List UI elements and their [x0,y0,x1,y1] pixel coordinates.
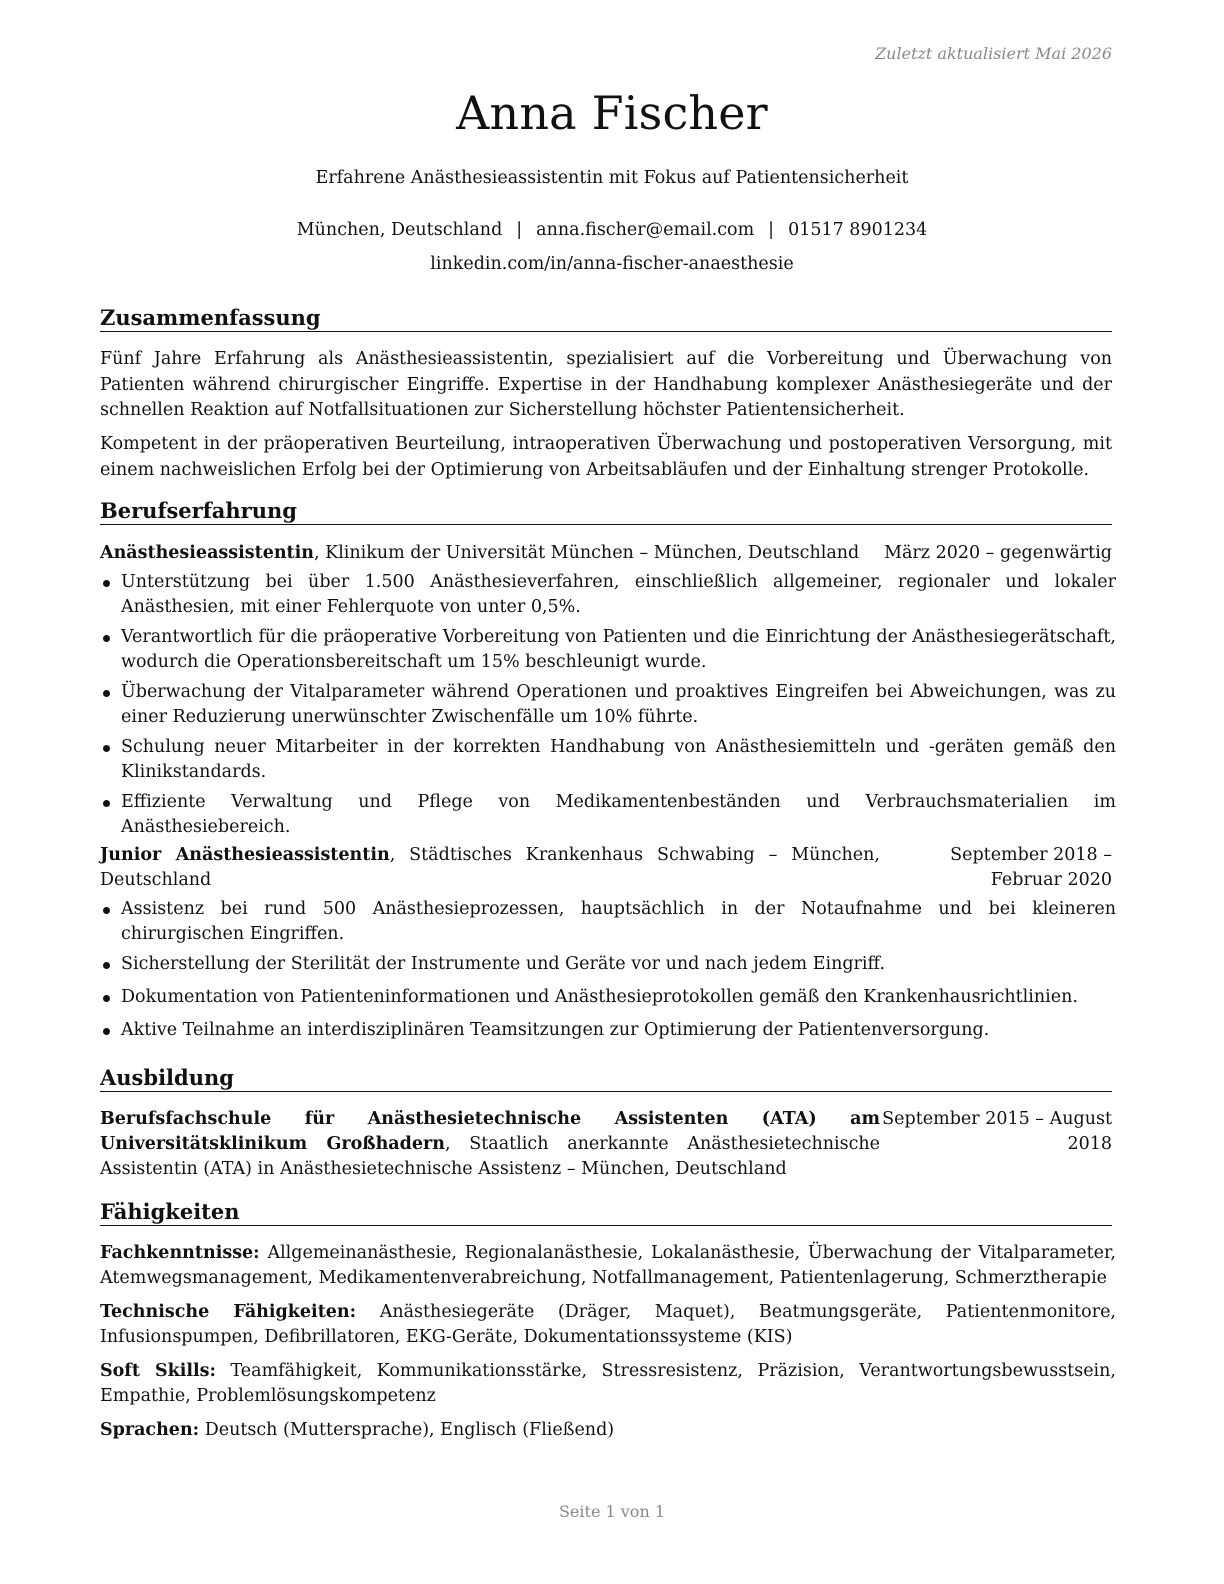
education-text [100,1107,880,1182]
job-role: Junior Anästhesieassistentin [100,845,390,865]
skill-group [100,1359,1116,1409]
list-item: Dokumentation von Patienteninformationen und Anästhesieprotokollen gemäß den Krankenhausrichtlinien. [100,985,1116,1010]
job-bullets [100,570,1116,840]
education-entry [100,1107,1112,1182]
job-role: Anästhesieassistentin [100,543,315,563]
page-number: Seite 1 von 1 [558,1502,666,1521]
skill-text: Deutsch (Muttersprache), Englisch (Fließend) [199,1420,615,1440]
skill-text: Allgemeinanästhesie, Regionalanästhesie, Lokalanästhesie, Überwachung der Vitalparameter, Atemwegsmanagement, Medikamentenverabreichung, Notfallmanagement, Patientenlagerung, Schmerztherapie [100,1243,1116,1288]
tagline: Erfahrene Anästhesieassistentin mit Fokus auf Patientensicherheit [315,168,909,188]
skill-text: Anästhesiegeräte (Dräger, Maquet), Beatmungsgeräte, Patientenmonitore, Infusionspumpen, Defibrillatoren, EKG-Geräte, Dokumentationssysteme (KIS) [100,1302,1116,1347]
phone-number: 01517 8901234 [788,220,928,240]
job-bullets [100,897,1116,1043]
list-item: Schulung neuer Mitarbeiter in der korrekten Handhabung von Anästhesiemitteln und -geräten gemäß den Klinikstandards. [100,735,1116,785]
location: München, Deutschland [296,220,503,240]
summary-paragraph: Fünf Jahre Erfahrung als Anästhesieassistentin, spezialisiert auf die Vorbereitung und Überwachung von Patienten während chirurgischer Eingriffe. Expertise in der Handhabung komplexer Anästhesiegeräte und der schnellen Reaktion auf Notfallsituationen zur Sicherstellung höchster Patientensicherheit. [100,349,1112,420]
job-title-line [100,843,880,893]
education-detail: , Staatlich anerkannte Anästhesietechnische Assistentin (ATA) in Anästhesietechnische Assistenz – München, Deutschland [100,1134,880,1179]
skill-group [100,1241,1116,1291]
linkedin-link[interactable]: linkedin.com/in/anna-fischer-anaesthesie [430,254,794,274]
skill-label: Fachkenntnisse: [100,1243,260,1263]
job-dates: September 2018 – Februar 2020 [950,845,1112,890]
skill-label: Technische Fähigkeiten: [100,1302,357,1322]
section-title-skills: Fähigkeiten [100,1199,1112,1226]
job-title-line [100,541,884,566]
separator: | [768,220,775,240]
list-item: Effiziente Verwaltung und Pflege von Medikamentenbeständen und Verbrauchsmaterialien im Anästhesiebereich. [100,790,1116,840]
section-title-experience: Berufserfahrung [100,498,1112,525]
skill-label: Sprachen: [100,1420,200,1440]
education-dates: September 2015 – August 2018 [882,1109,1112,1154]
list-item: Aktive Teilnahme an interdisziplinären Teamsitzungen zur Optimierung der Patientenversorgung. [100,1018,1116,1043]
job-dates: März 2020 – gegenwärtig [884,543,1112,563]
list-item: Sicherstellung der Sterilität der Instrumente und Geräte vor und nach jedem Eingriff. [100,952,1116,977]
list-item: Unterstützung bei über 1.500 Anästhesieverfahren, einschließlich allgemeiner, regionaler und lokaler Anästhesien, mit einer Fehlerquote von unter 0,5%. [100,570,1116,620]
skill-group [100,1300,1116,1350]
last-updated-note: Zuletzt aktualisiert Mai 2026 [875,44,1112,63]
email-link[interactable]: anna.fischer@email.com [536,220,755,240]
candidate-name: Anna Fischer [456,86,768,140]
separator: | [516,220,523,240]
list-item: Assistenz bei rund 500 Anästhesieprozessen, hauptsächlich in der Notaufnahme und bei kleineren chirurgischen Eingriffen. [100,897,1116,947]
job-organization: , Städtisches Krankenhaus Schwabing – München, Deutschland [100,845,880,890]
list-item: Verantwortlich für die präoperative Vorbereitung von Patienten und die Einrichtung der Anästhesiegerätschaft, wodurch die Operationsbereitschaft um 15% beschleunigt wurde. [100,625,1116,675]
list-item: Überwachung der Vitalparameter während Operationen und proaktives Eingreifen bei Abweichungen, was zu einer Reduzierung unerwünschter Zwischenfälle um 10% führte. [100,680,1116,730]
job-header [100,843,1112,893]
contact-line [0,220,1224,240]
skill-text: Teamfähigkeit, Kommunikationsstärke, Stressresistenz, Präzision, Verantwortungsbewusstsein, Empathie, Problemlösungskompetenz [100,1361,1116,1406]
job-organization: , Klinikum der Universität München – München, Deutschland [314,543,860,563]
section-title-summary: Zusammenfassung [100,305,1112,332]
job-header [100,541,1112,566]
section-title-education: Ausbildung [100,1065,1112,1092]
school-name: Berufsfachschule für Anästhesietechnische Assistenten (ATA) am Universitätsklinikum Großhadern [100,1109,880,1154]
skill-label: Soft Skills: [100,1361,216,1381]
skill-group [100,1418,1116,1443]
summary-paragraph: Kompetent in der präoperativen Beurteilung, intraoperativen Überwachung und postoperativen Versorgung, mit einem nachweislichen Erfolg bei der Optimierung von Arbeitsabläufen und der Einhaltung strenger Protokolle. [100,434,1112,480]
